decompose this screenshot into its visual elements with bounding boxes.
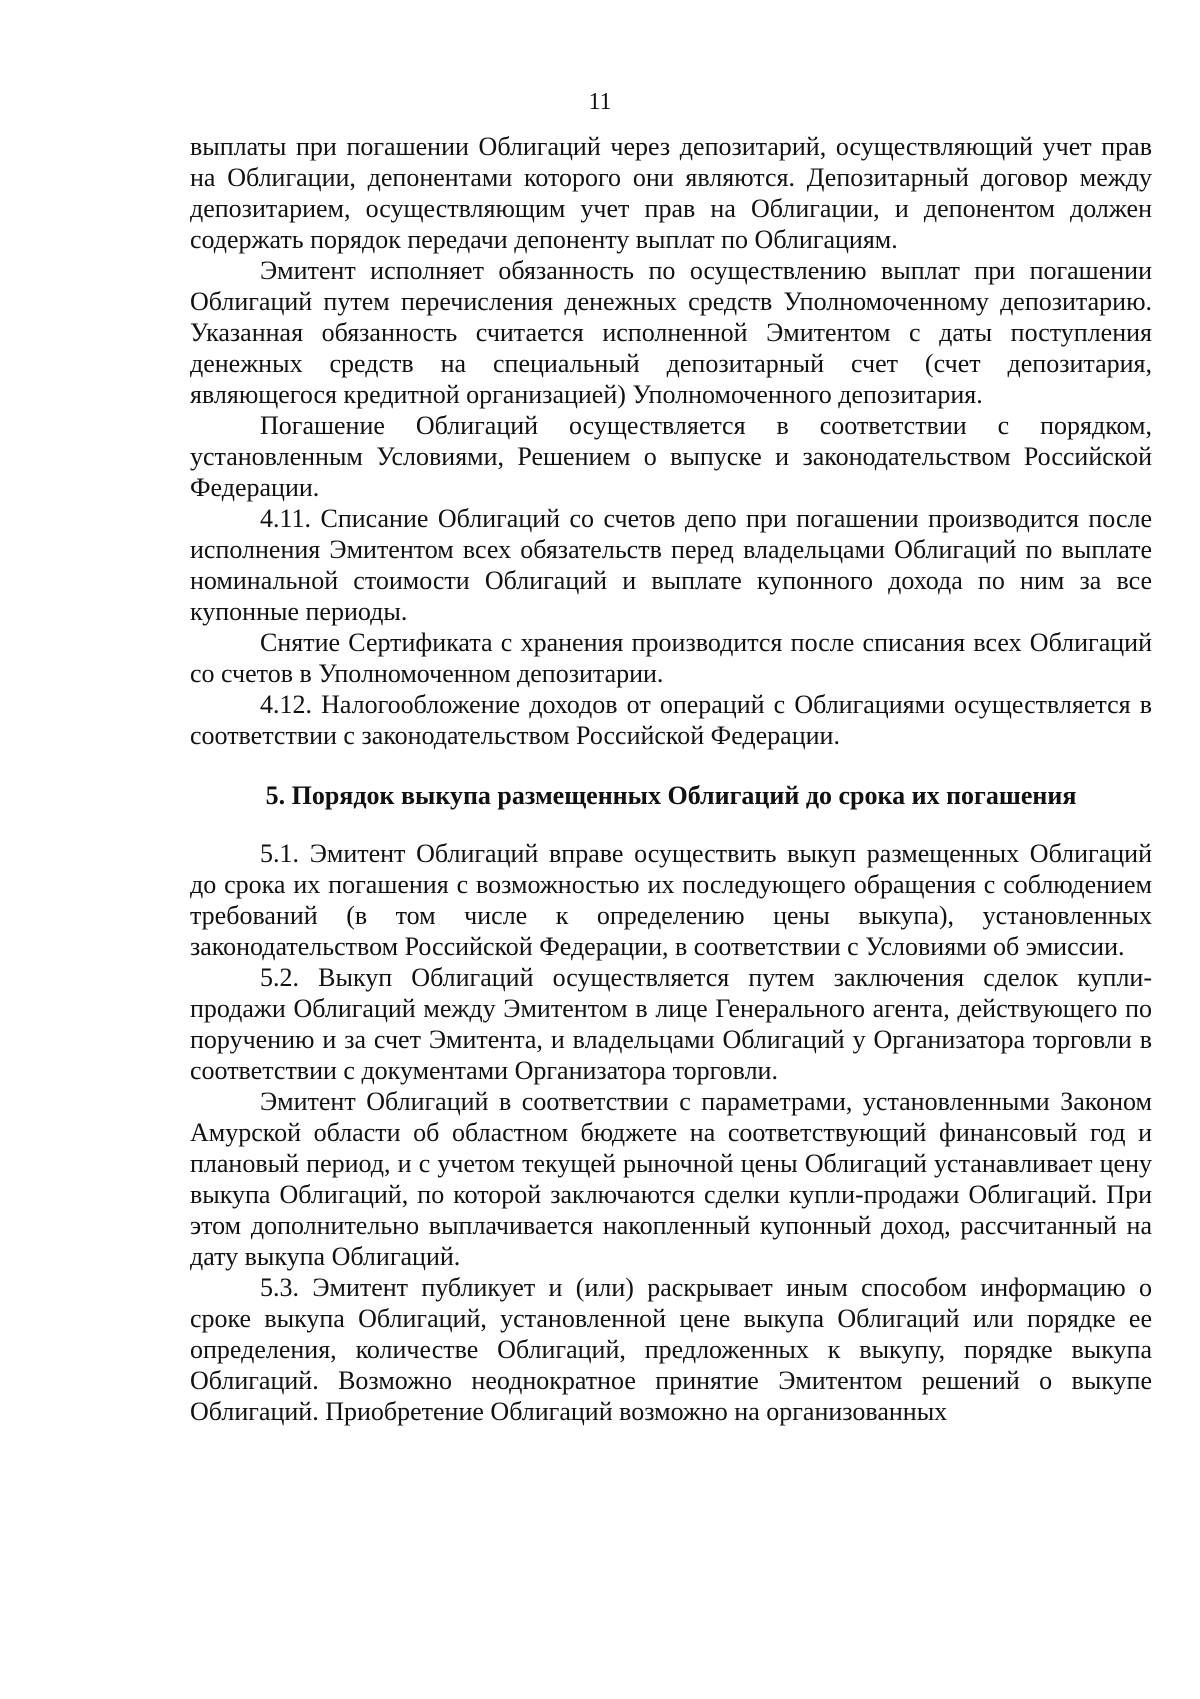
page-number: 11 — [588, 89, 612, 115]
paragraph: Эмитент исполняет обязанность по осуществлению выплат при погашении Облигаций путем перечисления денежных средств Уполномоченному депозитарию. Указанная обязанность считается исполненной Эмитентом с даты поступления денежных средств на специальный депозитарный счет (счет депозитария, являющегося кредитной организацией) Уполномоченного депозитария. — [190, 256, 1152, 409]
section-heading: 5. Порядок выкупа размещенных Облигаций до срока их погашения — [265, 781, 1077, 810]
paragraph: Погашение Облигаций осуществляется в соответствии с порядком, установленным Условиями, Решением о выпуске и законодательством Российской Федерации. — [190, 411, 1152, 502]
paragraph: Снятие Сертификата с хранения производится после списания всех Облигаций со счетов в Уполномоченном депозитарии. — [190, 628, 1152, 688]
paragraph: Эмитент Облигаций в соответствии с параметрами, установленными Законом Амурской области об областном бюджете на соответствующий финансовый год и плановый период, и с учетом текущей рыночной цены Облигаций устанавливает цену выкупа Облигаций, по которой заключаются сделки купли-продажи Облигаций. При этом дополнительно выплачивается накопленный купонный доход, рассчитанный на дату выкупа Облигаций. — [190, 1087, 1152, 1271]
paragraph-continuation: выплаты при погашении Облигаций через депозитарий, осуществляющий учет прав на Облигации, депонентами которого они являются. Депозитарный договор между депозитарием, осуществляющим учет прав на Облигации, и депонентом должен содержать порядок передачи депоненту выплат по Облигациям. — [190, 132, 1152, 254]
document-body — [190, 131, 1152, 1427]
paragraph-5-3: 5.3. Эмитент публикует и (или) раскрывает иным способом информацию о сроке выкупа Облигаций, установленной цене выкупа Облигаций или порядке ее определения, количестве Облигаций, предложенных к выкупу, порядке выкупа Облигаций. Возможно неоднократное принятие Эмитентом решений о выкупе Облигаций. Приобретение Облигаций возможно на организованных — [190, 1273, 1152, 1426]
paragraph-5-2: 5.2. Выкуп Облигаций осуществляется путем заключения сделок купли-продажи Облигаций между Эмитентом в лице Генерального агента, действующего по поручению и за счет Эмитента, и владельцами Облигаций у Организатора торговли в соответствии с документами Организатора торговли. — [190, 963, 1152, 1085]
paragraph-4-12: 4.12. Налогообложение доходов от операций с Облигациями осуществляется в соответствии с законодательством Российской Федерации. — [190, 690, 1152, 750]
paragraph-4-11: 4.11. Списание Облигаций со счетов депо при погашении производится после исполнения Эмитентом всех обязательств перед владельцами Облигаций по выплате номинальной стоимости Облигаций и выплате купонного дохода по ним за все купонные периоды. — [190, 504, 1152, 626]
paragraph-5-1: 5.1. Эмитент Облигаций вправе осуществить выкуп размещенных Облигаций до срока их погашения с возможностью их последующего обращения с соблюдением требований (в том числе к определению цены выкупа), установленных законодательством Российской Федерации, в соответствии с Условиями об эмиссии. — [190, 839, 1152, 961]
